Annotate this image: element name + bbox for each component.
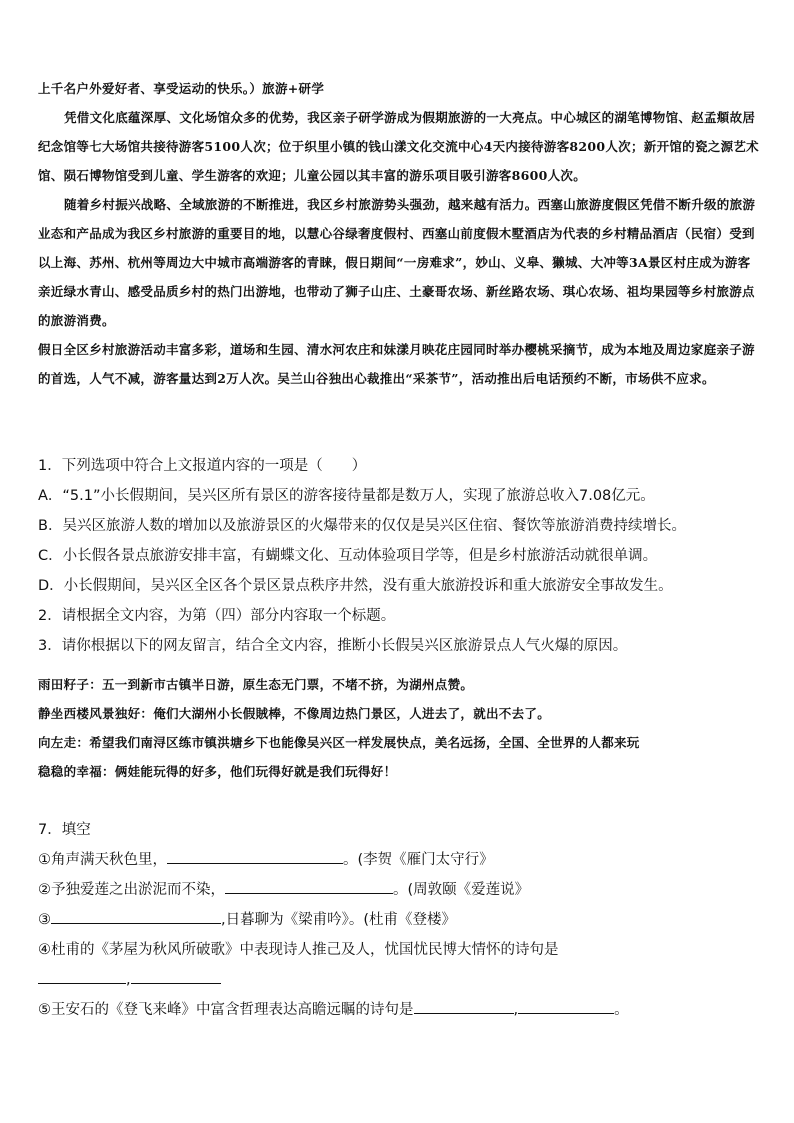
fill-line-5 [38, 965, 760, 995]
comment-2: 静坐西楼风景独好：俺们大湖州小长假賊棒，不像周边热门景区，人进去了，就出不去了。 [38, 706, 551, 721]
answer-blank[interactable] [225, 879, 393, 894]
fill-line-2-text: ②予独爱莲之出淤泥而不染， [38, 882, 225, 898]
fill-line-3-text: ③ [38, 912, 51, 928]
fill-line-6-text: ⑤王安石的《登飞来峰》中富含哲理表达高瞻远瞩的诗句是 [38, 1002, 414, 1018]
option-d: D．小长假期间，吴兴区全区各个景区景点秩序井然，没有重大旅游投诉和重大旅游安全事故发生。 [38, 578, 673, 594]
comment-3: 向左走：希望我们南浔区练市镇洪塘乡下也能像吴兴区一样发展快点，美名远扬，全国、全世界的人都来玩 [38, 735, 640, 750]
fill-line-1 [38, 845, 760, 875]
fill-line-4: ④杜甫的《茅屋为秋风所破歌》中表现诗人推己及人，忧国忧民博大情怀的诗句是 [38, 942, 559, 958]
fill-in-section [38, 815, 760, 1025]
passage-paragraph-2: 随着乡村振兴战略、全域旅游的不断推进，我区乡村旅游势头强劲，越来越有活力。西塞山旅游度假区凭借不断升级的旅游业态和产品成为我区乡村旅游的重要目的地，以慧心谷绿奢度假村、西塞山前度假木墅酒店为代表的乡村精品酒店（民宿）受到以上海、苏州、杭州等周边大中城市高端游客的青睐，假日期间“一房难求”，妙山、义皋、獭城、大冲等3A景区村庄成为游客亲近绿水青山、感受品质乡村的热门出游地，也带动了狮子山庄、土豪哥农场、新丝路农场、琪心农场、祖均果园等乡村旅游点的旅游消费。 [38, 197, 756, 328]
fill-line-1-text: ①角声满天秋色里， [38, 852, 167, 868]
question-3: 3．请你根据以下的网友留言，结合全文内容，推断小长假吴兴区旅游景点人气火爆的原因。 [38, 638, 628, 654]
passage-paragraph-3: 假日全区乡村旅游活动丰富多彩，道场和生园、清水河农庄和妹漾月映花庄园同时举办樱桃采摘节，成为本地及周边家庭亲子游的首选，人气不减，游客量达到2万人次。吴兰山谷独出心裁推出“采茶节”，活动推出后电话预约不断，市场供不应求。 [38, 342, 755, 386]
fill-line-3 [38, 905, 760, 935]
question-block [38, 451, 760, 661]
option-a: A．“5.1”小长假期间，吴兴区所有景区的游客接待量都是数万人，实现了旅游总收入7.08亿元。 [38, 488, 655, 504]
fill-line-6-period: 。 [614, 1002, 629, 1018]
fill-line-3-source: ,日暮聊为《梁甫吟》。(杜甫《登楼》 [221, 912, 457, 928]
fill-line-6-comma: , [513, 1002, 519, 1018]
netizen-comments [38, 670, 760, 786]
comment-1: 雨田籽子：五一到新市古镇半日游，原生态无门票，不堵不挤，为湖州点赞。 [38, 677, 474, 692]
passage [38, 74, 760, 393]
answer-blank[interactable] [414, 999, 514, 1014]
question-2: 2．请根据全文内容，为第（四）部分内容取一个标题。 [38, 608, 396, 624]
passage-paragraph-0: 上千名户外爱好者、享受运动的快乐。）旅游+研学 [38, 81, 325, 96]
fill-line-2 [38, 875, 760, 905]
answer-blank[interactable] [167, 849, 343, 864]
fill-line-6 [38, 995, 760, 1025]
answer-blank[interactable] [38, 969, 126, 984]
fill-line-5-comma: , [126, 972, 131, 988]
passage-paragraph-1: 凭借文化底蕴深厚、文化场馆众多的优势，我区亲子研学游成为假期旅游的一大亮点。中心城区的湖笔博物馆、赵孟頫故居纪念馆等七大场馆共接待游客5100人次；位于织里小镇的钱山漾文化交流中心4天内接待游客8200人次；新开馆的瓷之源艺术馆、陨石博物馆受到儿童、学生游客的欢迎；儿童公园以其丰富的游乐项目吸引游客8600人次。 [38, 110, 759, 183]
option-c: C．小长假各景点旅游安排丰富，有蝴蝶文化、互动体验项目学等，但是乡村旅游活动就很单调。 [38, 548, 658, 564]
answer-blank[interactable] [518, 999, 614, 1014]
question-1: 1．下列选项中符合上文报道内容的一项是（ ） [38, 458, 367, 474]
comment-4: 稳稳的幸福：俩娃能玩得的好多，他们玩得好就是我们玩得好！ [38, 764, 397, 779]
fill-line-2-source: 。(周敦颐《爱莲说》 [393, 882, 530, 898]
option-b: B．吴兴区旅游人数的增加以及旅游景区的火爆带来的仅仅是吴兴区住宿、餐饮等旅游消费持续增长。 [38, 518, 686, 534]
answer-blank[interactable] [131, 969, 221, 984]
fill-heading: 7．填空 [38, 822, 91, 838]
answer-blank[interactable] [51, 909, 221, 924]
fill-line-1-source: 。(李贺《雁门太守行》 [343, 852, 494, 868]
